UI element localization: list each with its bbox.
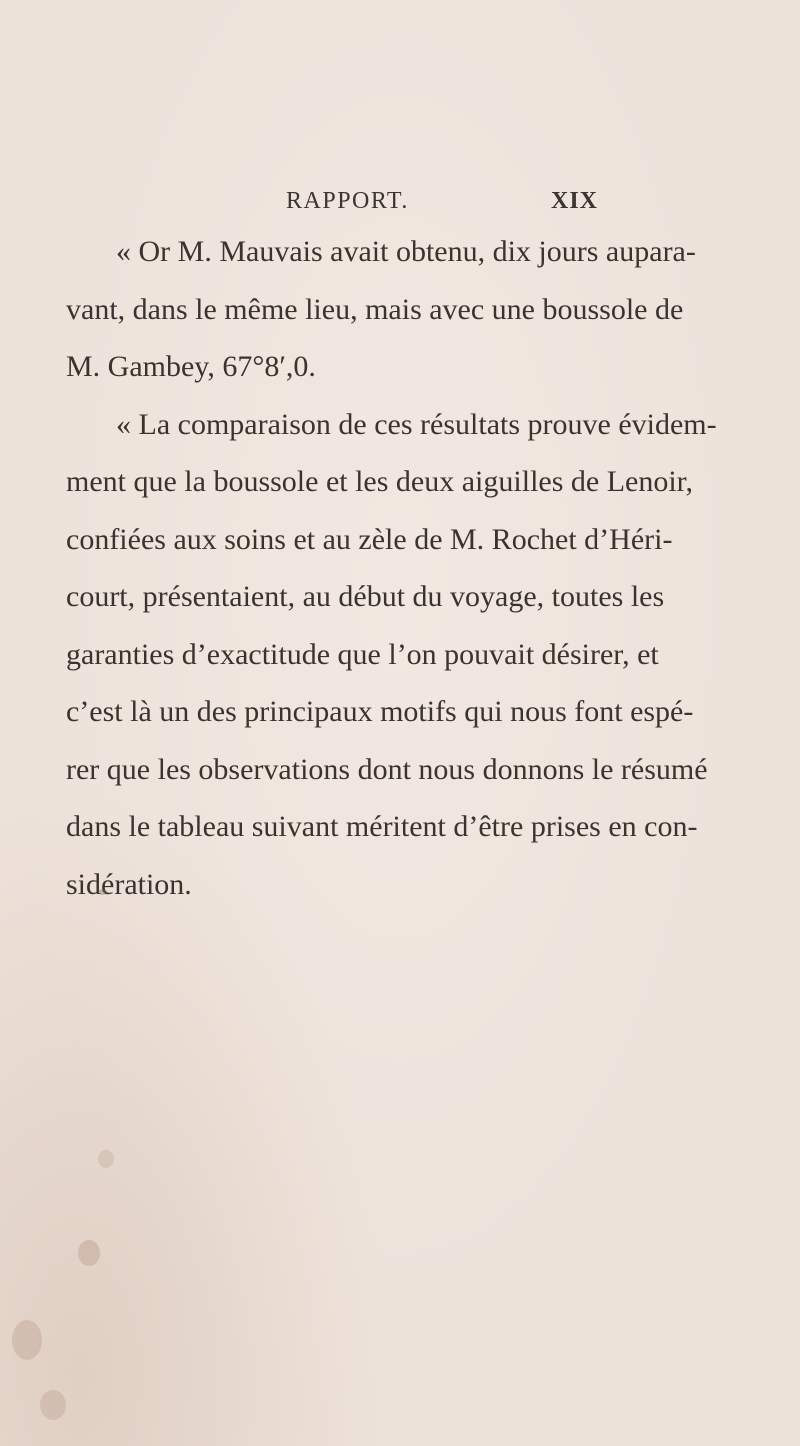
paper-stain [98,889,107,895]
text-line: vant, dans le même lieu, mais avec une boussole de [66,292,684,326]
text-line: ment que la boussole et les deux aiguilles de Lenoir, [66,465,693,498]
text-line: garanties d’exactitude que l’on pouvait désirer, et [66,637,659,671]
text-line: c’est là un des principaux motifs qui nous font espé- [66,695,694,728]
text-line: rer que les observations dont nous donnons le résumé [66,752,708,786]
text-line: confiées aux soins et au zèle de M. Rochet d’Héri- [66,522,673,556]
body-text [66,223,717,913]
text-line: sidération. [66,867,192,901]
text-line: « Or M. Mauvais avait obtenu, dix jours aupara- [116,235,696,268]
paper-stain [78,1240,100,1266]
paragraph-2 [66,396,717,914]
paper-stain [40,1390,66,1420]
text-line: « La comparaison de ces résultats prouve évidem- [116,407,717,441]
paper-stain [12,1320,42,1360]
running-title: RAPPORT. [286,188,409,214]
paper-stain [98,1150,114,1168]
page-header [286,188,598,218]
text-line: M. Gambey, 67°8′,0. [66,350,316,383]
text-line: court, présentaient, au début du voyage, toutes les [66,580,665,613]
paragraph-1 [66,223,696,396]
text-line: dans le tableau suivant méritent d’être prises en con- [66,810,698,843]
page-number: XIX [550,188,598,214]
